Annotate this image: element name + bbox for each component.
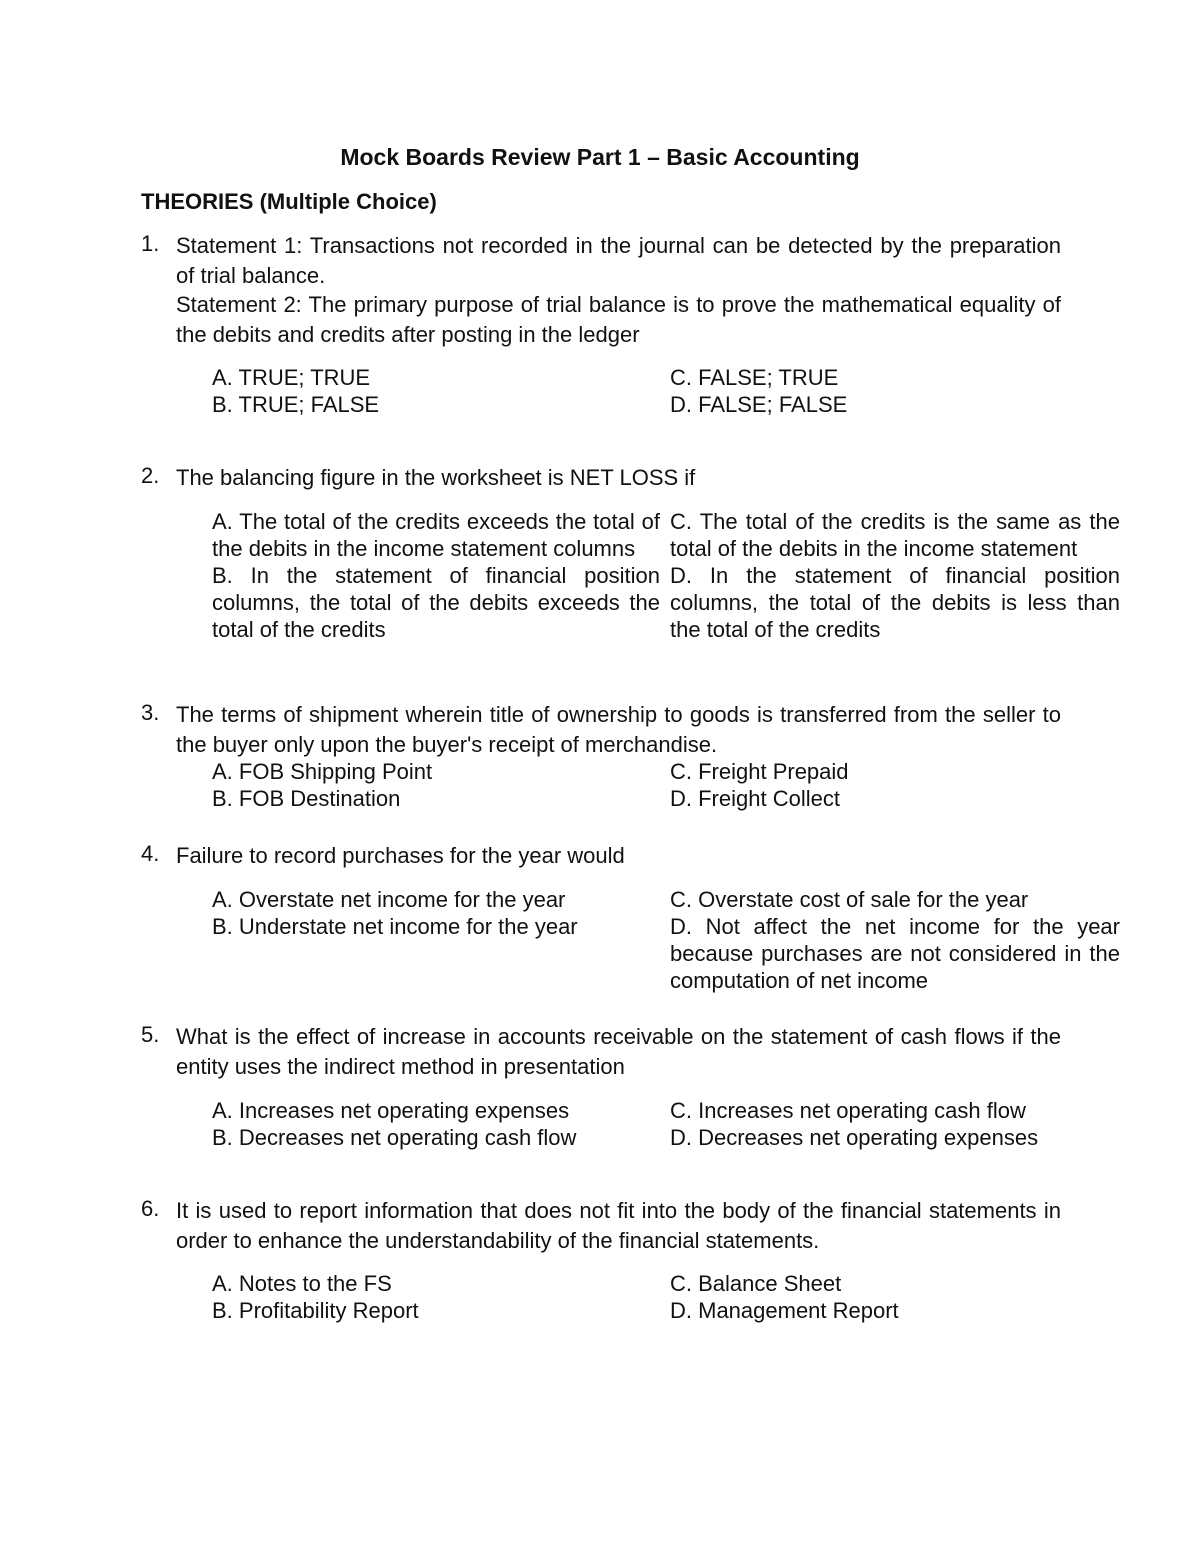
option-b: B. Profitability Report <box>212 1298 419 1323</box>
question-stem <box>176 1196 1061 1255</box>
option-d: D. Management Report <box>670 1298 899 1323</box>
stem-paragraph: Failure to record purchases for the year would <box>176 843 625 868</box>
option-b: B. FOB Destination <box>212 786 401 811</box>
option-d: D. In the statement of financial position columns, the total of the debits is less than the total of the credits <box>670 563 1120 642</box>
option-c: C. Overstate cost of sale for the year <box>670 887 1029 912</box>
question-2 <box>141 463 1061 493</box>
document-title: Mock Boards Review Part 1 – Basic Accounting <box>340 144 860 170</box>
option-a: A. TRUE; TRUE <box>212 365 371 390</box>
stem-paragraph: It is used to report information that does not fit into the body of the financial statements in order to enhance the understandability of the financial statements. <box>176 1198 1061 1253</box>
question-stem <box>176 700 1061 759</box>
question-stem <box>176 231 1061 349</box>
question-number: 1. <box>141 231 160 256</box>
option-c: C. Freight Prepaid <box>670 759 849 784</box>
stem-paragraph: The balancing figure in the worksheet is NET LOSS if <box>176 465 696 490</box>
stem-paragraph: The terms of shipment wherein title of ownership to goods is transferred from the seller to the buyer only upon the buyer's receipt of merchandise. <box>176 702 1061 757</box>
option-a: A. The total of the credits exceeds the total of the debits in the income statement columns <box>212 509 660 561</box>
question-5 <box>141 1022 1061 1081</box>
question-stem <box>176 841 1061 871</box>
option-a: A. Increases net operating expenses <box>212 1098 570 1123</box>
question-stem <box>176 1022 1061 1081</box>
option-a: A. Overstate net income for the year <box>212 887 566 912</box>
option-c: C. FALSE; TRUE <box>670 365 839 390</box>
option-c: C. Increases net operating cash flow <box>670 1098 1026 1123</box>
question-number: 3. <box>141 700 160 725</box>
question-number: 5. <box>141 1022 160 1047</box>
options-4 <box>212 886 1120 994</box>
option-b: B. In the statement of financial position columns, the total of the debits exceeds the total of the credits <box>212 563 660 642</box>
option-a: A. Notes to the FS <box>212 1271 392 1296</box>
question-1 <box>141 231 1061 349</box>
question-number: 2. <box>141 463 160 488</box>
options-6 <box>212 1270 1112 1324</box>
option-c: C. Balance Sheet <box>670 1271 842 1296</box>
options-3 <box>212 758 1112 812</box>
question-stem <box>176 463 1061 493</box>
question-number: 4. <box>141 841 160 866</box>
stem-paragraph: Statement 2: The primary purpose of trial balance is to prove the mathematical equality of the debits and credits after posting in the ledger <box>176 292 1061 347</box>
question-6 <box>141 1196 1061 1255</box>
stem-paragraph: What is the effect of increase in accounts receivable on the statement of cash flows if the entity uses the indirect method in presentation <box>176 1024 1061 1079</box>
option-a: A. FOB Shipping Point <box>212 759 433 784</box>
option-d: D. FALSE; FALSE <box>670 392 848 417</box>
option-d: D. Not affect the net income for the year because purchases are not considered in the computation of net income <box>670 914 1120 993</box>
option-b: B. Decreases net operating cash flow <box>212 1125 577 1150</box>
options-2 <box>212 508 1120 643</box>
option-d: D. Decreases net operating expenses <box>670 1125 1039 1150</box>
stem-paragraph: Statement 1: Transactions not recorded in the journal can be detected by the preparation of trial balance. <box>176 233 1061 288</box>
section-heading: THEORIES (Multiple Choice) <box>141 189 437 214</box>
option-b: B. TRUE; FALSE <box>212 392 380 417</box>
options-5 <box>212 1097 1112 1151</box>
question-4 <box>141 841 1061 871</box>
options-1 <box>212 364 1112 418</box>
question-number: 6. <box>141 1196 160 1221</box>
option-d: D. Freight Collect <box>670 786 840 811</box>
question-3 <box>141 700 1061 759</box>
option-b: B. Understate net income for the year <box>212 914 578 939</box>
option-c: C. The total of the credits is the same as the total of the debits in the income statement <box>670 509 1120 561</box>
